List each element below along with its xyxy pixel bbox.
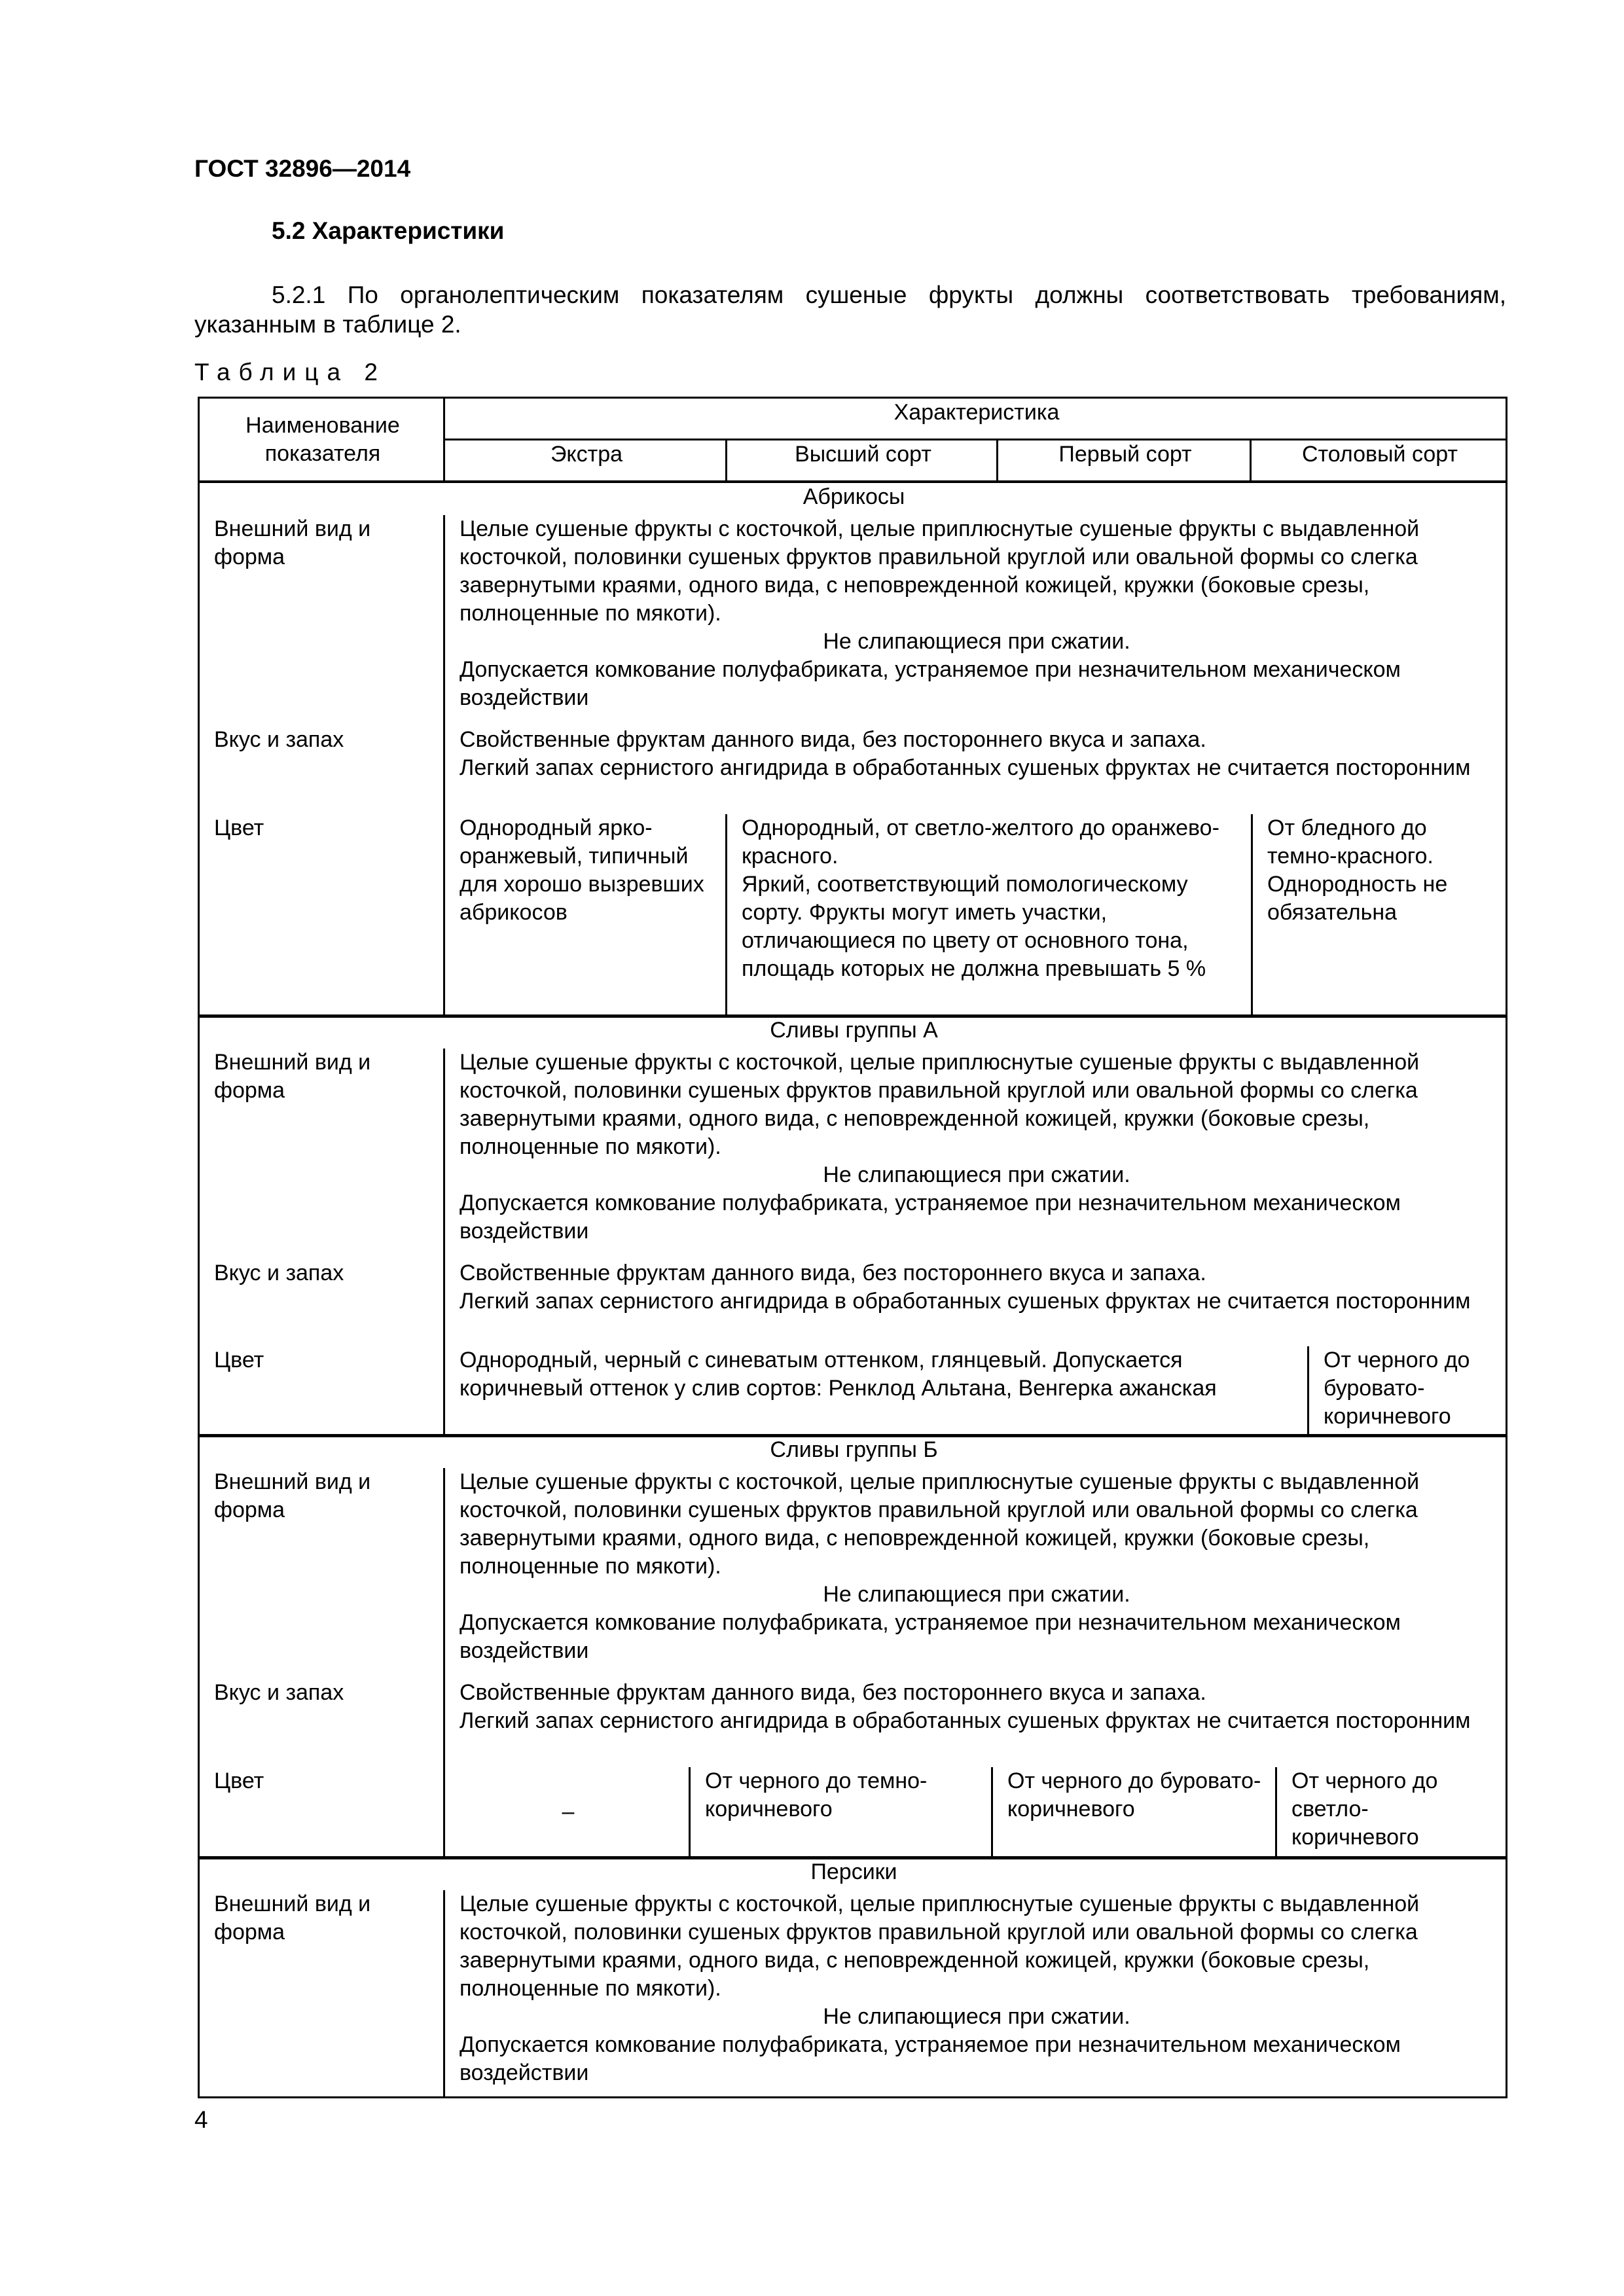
color-first: От черного до буровато-коричневого [992,1767,1276,1859]
document-code: ГОСТ 32896—2014 [194,155,411,182]
section-title-peaches: Персики [199,1857,1507,1890]
page-number: 4 [194,2106,208,2133]
header-grade-extra: Экстра [444,440,727,482]
not-sticking-text: Не слипающиеся при сжатии. [823,1162,1130,1187]
clumping-text: Допускается комкование полуфабриката, устраняемое при незначительном механическом воздействии [460,656,1401,710]
section-peaches [198,1856,1506,2098]
color-high: От черного до темно-коричневого [690,1767,992,1859]
taste-note: Легкий запах сернистого ангидрида в обработанных сушеных фруктах не считается посторонним [460,1288,1471,1314]
color-high-first-2: Яркий, соответствующий помологическому сорту. Фрукты могут иметь участки, отличающиеся по цвету от основного тона, площадь которых не должна превышать 5 % [742,871,1206,981]
color-table-grade: От черного до светло-коричневого [1276,1767,1507,1859]
section-title-apricots: Абрикосы [199,482,1507,515]
color-high-first-1: Однородный, от светло-желтого до оранжево-красного. [742,815,1219,869]
taste-text: Свойственные фруктам данного вида, без постороннего вкуса и запаха. [460,1679,1206,1705]
clumping-text: Допускается комкование полуфабриката, устраняемое при незначительном механическом воздействии [460,2032,1401,2085]
appearance-text: Целые сушеные фрукты с косточкой, целые приплюснутые сушеные фрукты с выдавленной косточкой, половинки сушеных фруктов правильной круглой или овальной формы со слегка завернутыми краями, одного вида, с неповрежденной кожицей, кружки (боковые срезы, полноценные по мякоти). [460,516,1420,626]
header-grade-high: Высший сорт [727,440,998,482]
not-sticking-text: Не слипающиеся при сжатии. [823,628,1130,654]
taste-text: Свойственные фруктам данного вида, без постороннего вкуса и запаха. [460,726,1206,752]
taste-note: Легкий запах сернистого ангидрида в обработанных сушеных фруктах не считается посторонним [460,755,1471,780]
taste-note: Легкий запах сернистого ангидрида в обработанных сушеных фруктах не считается посторонним [460,1708,1471,1733]
header-characteristic: Характеристика [444,398,1507,440]
table-header [198,397,1506,482]
appearance-text: Целые сушеные фрукты с косточкой, целые приплюснутые сушеные фрукты с выдавленной косточкой, половинки сушеных фруктов правильной круглой или овальной формы со слегка завернутыми краями, одного вида, с неповрежденной кожицей, кружки (боковые срезы, полноценные по мякоти). [460,1469,1420,1579]
label-color: Цвет [199,814,444,1017]
color-table-grade: От бледного до темно-красного. Однородность не обязательна [1252,814,1507,1017]
label-color: Цвет [199,1767,444,1859]
label-color: Цвет [199,1346,444,1437]
color-table-grade: От черного до буровато-коричневого [1308,1346,1507,1437]
appearance-text: Целые сушеные фрукты с косточкой, целые приплюснутые сушеные фрукты с выдавленной косточкой, половинки сушеных фруктов правильной круглой или овальной формы со слегка завернутыми краями, одного вида, с неповрежденной кожицей, кружки (боковые срезы, полноценные по мякоти). [460,1891,1420,2001]
label-taste: Вкус и запах [199,726,444,814]
not-sticking-text: Не слипающиеся при сжатии. [823,2003,1130,2029]
intro-paragraph: 5.2.1 По органолептическим показателям сушеные фрукты должны соответствовать требованиям, указанным в таблице 2. [194,281,1506,338]
table-caption: Таблица 2 [194,359,386,386]
color-extra: – [444,1767,690,1859]
label-appearance: Внешний вид и форма [199,1468,444,1679]
color-extra: Однородный ярко-оранжевый, типичный для хорошо вызревших абрикосов [444,814,727,1017]
header-grade-first: Первый сорт [998,440,1251,482]
taste-text: Свойственные фруктам данного вида, без постороннего вкуса и запаха. [460,1260,1206,1285]
clumping-text: Допускается комкование полуфабриката, устраняемое при незначительном механическом воздействии [460,1190,1401,1244]
clumping-text: Допускается комкование полуфабриката, устраняемое при незначительном механическом воздействии [460,1609,1401,1663]
not-sticking-text: Не слипающиеся при сжатии. [823,1581,1130,1607]
header-grade-table: Столовый сорт [1251,440,1507,482]
label-taste: Вкус и запах [199,1679,444,1767]
section-plums-b [198,1434,1506,1857]
header-indicator: Наименование показателя [199,398,444,482]
label-taste: Вкус и запах [199,1259,444,1346]
label-appearance: Внешний вид и форма [199,1049,444,1259]
label-appearance: Внешний вид и форма [199,1890,444,2098]
section-plums-a [198,1014,1506,1435]
section-title-plums-b: Сливы группы Б [199,1435,1507,1468]
color-main: Однородный, черный с синеватым оттенком, глянцевый. Допускается коричневый оттенок у слив сортов: Ренклод Альтана, Венгерка ажанская [444,1346,1308,1437]
section-title-plums-a: Сливы группы А [199,1016,1507,1049]
section-title: 5.2 Характеристики [272,217,505,244]
label-appearance: Внешний вид и форма [199,515,444,726]
appearance-text: Целые сушеные фрукты с косточкой, целые приплюснутые сушеные фрукты с выдавленной косточкой, половинки сушеных фруктов правильной круглой или овальной формы со слегка завернутыми краями, одного вида, с неповрежденной кожицей, кружки (боковые срезы, полноценные по мякоти). [460,1049,1420,1159]
section-apricots [198,481,1506,1016]
